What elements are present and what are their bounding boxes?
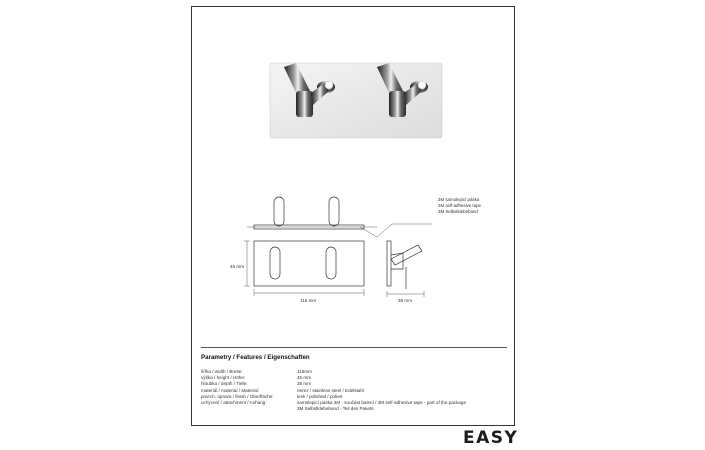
depth-label: 38 mm xyxy=(398,298,413,303)
spec-table xyxy=(201,369,511,412)
height-dimension xyxy=(244,241,250,286)
spec-value: samolepicí páska 3M - součást balení / 3M self-adhesive tape - part of the package xyxy=(297,400,467,406)
spec-label: materiál / material / Material: xyxy=(201,387,259,393)
spec-value: 45 mm xyxy=(297,375,312,381)
tape-note-line: 3M samolepicí páska xyxy=(438,197,480,202)
side-view xyxy=(387,241,422,289)
width-dimension xyxy=(254,289,364,296)
spec-label xyxy=(201,406,297,412)
tape-note xyxy=(438,197,481,215)
spec-value: nerez / stainless steel / Edelstahl xyxy=(297,387,364,393)
front-view xyxy=(254,241,364,286)
depth-dimension xyxy=(387,291,424,297)
spec-label: výška / height / Höhe: xyxy=(201,375,246,381)
spec-label: povrch. úprava / finish / Oberfläche: xyxy=(201,393,274,399)
spec-label: hloubka / depth / Tiefe: xyxy=(201,381,248,387)
width-label: 115 mm xyxy=(300,298,317,303)
spec-value: lesk / polished / poliert xyxy=(297,393,343,399)
spec-value: 115mm xyxy=(297,369,312,374)
spec-value: 3M Selbstklebeband - Teil des Pakets xyxy=(297,406,374,412)
brand-logo: EASY xyxy=(463,428,519,448)
spec-row xyxy=(201,406,511,412)
product-sheet xyxy=(191,6,515,426)
spec-label: uchycení / attachment / Anhang: xyxy=(201,400,267,406)
tape-leader xyxy=(360,224,432,237)
technical-drawing xyxy=(192,7,516,347)
spec-label: šířka / width / Breite: xyxy=(201,369,243,374)
tape-note-line: 3M self-adhesive tape xyxy=(438,203,481,208)
spec-value: 38 mm xyxy=(297,381,312,387)
divider xyxy=(201,347,507,348)
top-view xyxy=(247,197,377,229)
height-label: 45 mm xyxy=(230,264,245,269)
tape-note-line: 3M Selbstklebeband xyxy=(438,209,478,214)
features-title: Parametry / Features / Eigenschaften xyxy=(201,354,310,361)
